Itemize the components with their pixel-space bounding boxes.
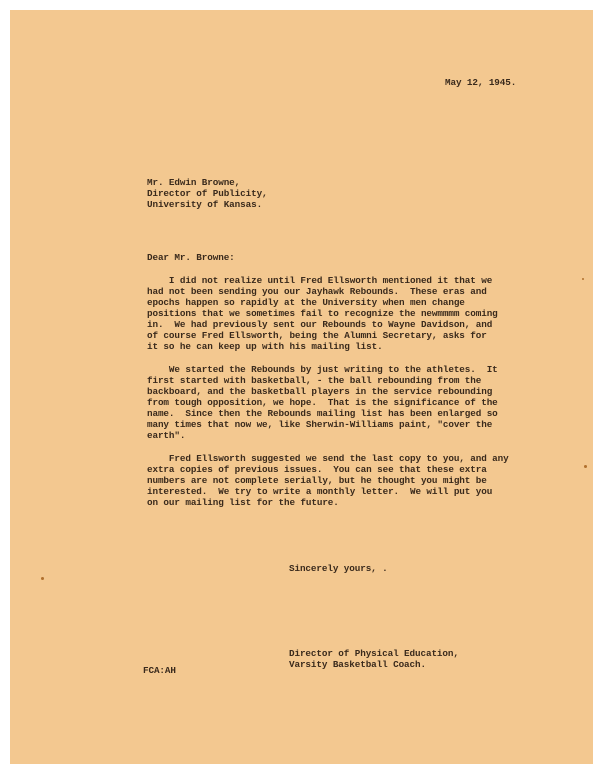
letter-page — [10, 10, 593, 764]
signature-title-2: Varsity Basketball Coach. — [289, 659, 426, 670]
paragraph-line: first started with basketball, - the ball rebounding from the — [147, 375, 482, 386]
paragraph-line: in. We had previously sent our Rebounds to Wayne Davidson, and — [147, 319, 493, 330]
salutation: Dear Mr. Browne: — [147, 252, 235, 263]
paragraph-line: earth". — [147, 430, 186, 441]
recipient-name: Mr. Edwin Browne, — [147, 177, 241, 188]
paragraph-line: We started the Rebounds by just writing to the athletes. It — [147, 364, 498, 375]
paragraph-line: name. Since then the Rebounds mailing list has been enlarged so — [147, 408, 498, 419]
paragraph-line: epochs happen so rapidly at the University when men change — [147, 297, 465, 308]
recipient-institution: University of Kansas. — [147, 199, 263, 210]
paper-speck — [582, 278, 584, 280]
paragraph-line: positions that we sometimes fail to recognize the newmmmm coming — [147, 308, 498, 319]
paragraph-line: extra copies of previous issues. You can see that these extra — [147, 464, 487, 475]
paragraph-line: Fred Ellsworth suggested we send the last copy to you, and any — [147, 453, 509, 464]
paragraph-line: backboard, and the basketball players in the service rebounding — [147, 386, 493, 397]
closing: Sincerely yours, . — [289, 563, 388, 574]
paragraph-line: from tough opposition, we hope. That is the significance of the — [147, 397, 498, 408]
paragraph-line: numbers are not complete serially, but he thought you might be — [147, 475, 487, 486]
paragraph-line: I did not realize until Fred Ellsworth mentioned it that we — [147, 275, 493, 286]
paragraph-line: on our mailing list for the future. — [147, 497, 339, 508]
letter-date: May 12, 1945. — [445, 77, 517, 88]
typist-initials: FCA:AH — [143, 665, 176, 676]
paper-speck — [584, 465, 587, 468]
recipient-title: Director of Publicity, — [147, 188, 268, 199]
paper-speck — [41, 577, 44, 580]
paragraph-line: of course Fred Ellsworth, being the Alumni Secretary, asks for — [147, 330, 487, 341]
paragraph-line: it so he can keep up with his mailing list. — [147, 341, 383, 352]
paragraph-line: many times that now we, like Sherwin-Williams paint, "cover the — [147, 419, 493, 430]
paragraph-line: had not been sending you our Jayhawk Rebounds. These eras and — [147, 286, 487, 297]
signature-title-1: Director of Physical Education, — [289, 648, 459, 659]
paragraph-line: interested. We try to write a monthly letter. We will put you — [147, 486, 493, 497]
